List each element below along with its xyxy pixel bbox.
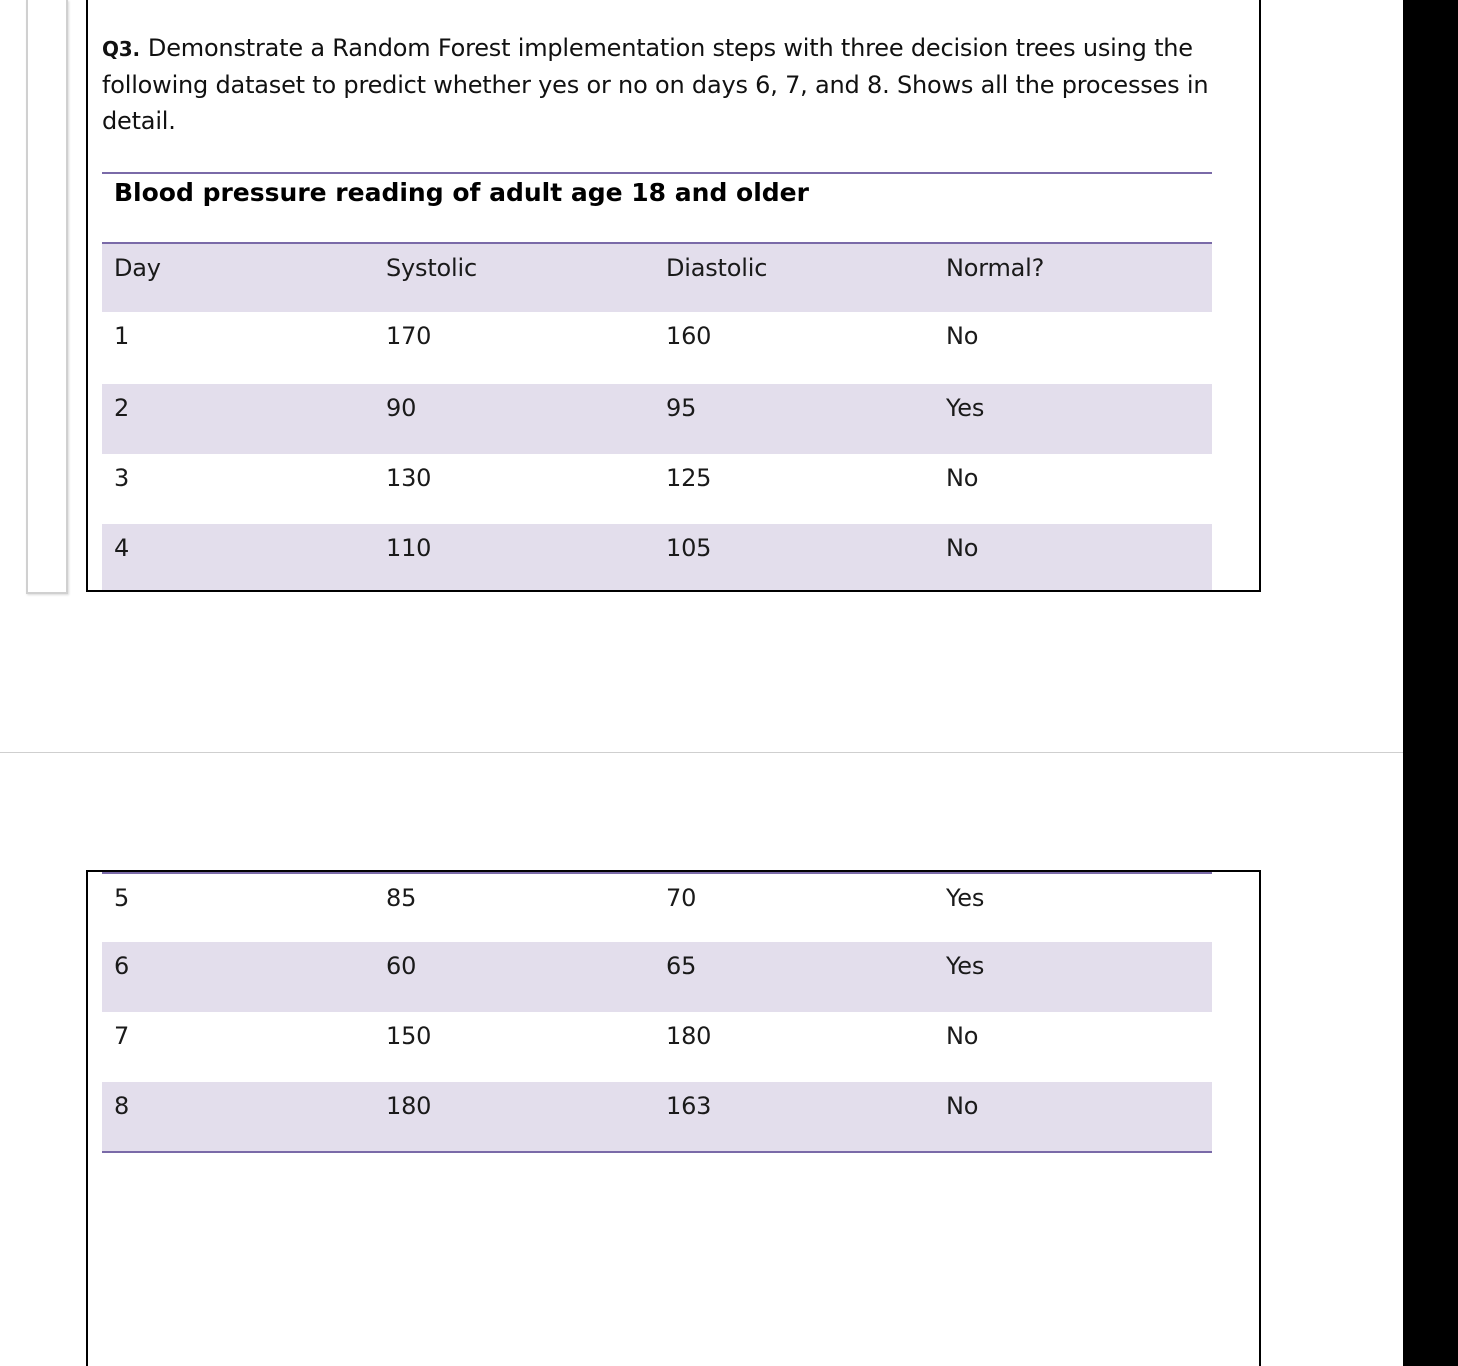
cell-normal: No <box>946 464 979 492</box>
cell-diastolic: 180 <box>666 1022 712 1050</box>
window-edge <box>1403 0 1458 1366</box>
table-row <box>102 384 1212 454</box>
cell-diastolic: 163 <box>666 1092 712 1120</box>
cell-systolic: 130 <box>386 464 432 492</box>
cell-normal: Yes <box>946 884 985 912</box>
cell-normal: No <box>946 534 979 562</box>
table-row <box>102 1012 1212 1082</box>
table-row <box>102 874 1212 944</box>
cell-day: 8 <box>114 1092 130 1120</box>
cell-diastolic: 95 <box>666 394 697 422</box>
cell-diastolic: 65 <box>666 952 697 980</box>
header-day: Day <box>114 254 161 282</box>
cell-diastolic: 125 <box>666 464 712 492</box>
cell-diastolic: 160 <box>666 322 712 350</box>
cell-day: 4 <box>114 534 130 562</box>
cell-normal: Yes <box>946 394 985 422</box>
cell-day: 5 <box>114 884 130 912</box>
header-diastolic: Diastolic <box>666 254 768 282</box>
table-caption <box>102 172 1212 242</box>
header-normal: Normal? <box>946 254 1045 282</box>
cell-day: 2 <box>114 394 130 422</box>
cell-day: 7 <box>114 1022 130 1050</box>
table-rule <box>102 1151 1212 1153</box>
table-row <box>102 312 1212 382</box>
table-row <box>102 454 1212 524</box>
cell-systolic: 85 <box>386 884 417 912</box>
cell-systolic: 180 <box>386 1092 432 1120</box>
table-row <box>102 524 1212 590</box>
table-row <box>102 942 1212 1012</box>
question-label: Q3. <box>102 37 140 61</box>
header-systolic: Systolic <box>386 254 477 282</box>
margin-ruler <box>26 0 68 594</box>
question-text <box>102 30 1212 139</box>
table-header-row <box>102 242 1212 312</box>
question-body: Demonstrate a Random Forest implementation steps with three decision trees using the following dataset to predict whether yes or no on days 6, 7, and 8. Shows all the processes in detail. <box>102 34 1209 135</box>
cell-normal: No <box>946 1092 979 1120</box>
page-break-divider <box>0 752 1403 753</box>
cell-normal: No <box>946 322 979 350</box>
cell-normal: Yes <box>946 952 985 980</box>
cell-systolic: 110 <box>386 534 432 562</box>
table-row <box>102 1082 1212 1152</box>
cell-diastolic: 70 <box>666 884 697 912</box>
cell-systolic: 90 <box>386 394 417 422</box>
table-caption-text: Blood pressure reading of adult age 18 and older <box>114 178 809 207</box>
cell-day: 3 <box>114 464 130 492</box>
cell-diastolic: 105 <box>666 534 712 562</box>
cell-systolic: 150 <box>386 1022 432 1050</box>
cell-systolic: 170 <box>386 322 432 350</box>
cell-normal: No <box>946 1022 979 1050</box>
cell-systolic: 60 <box>386 952 417 980</box>
cell-day: 6 <box>114 952 130 980</box>
cell-day: 1 <box>114 322 130 350</box>
